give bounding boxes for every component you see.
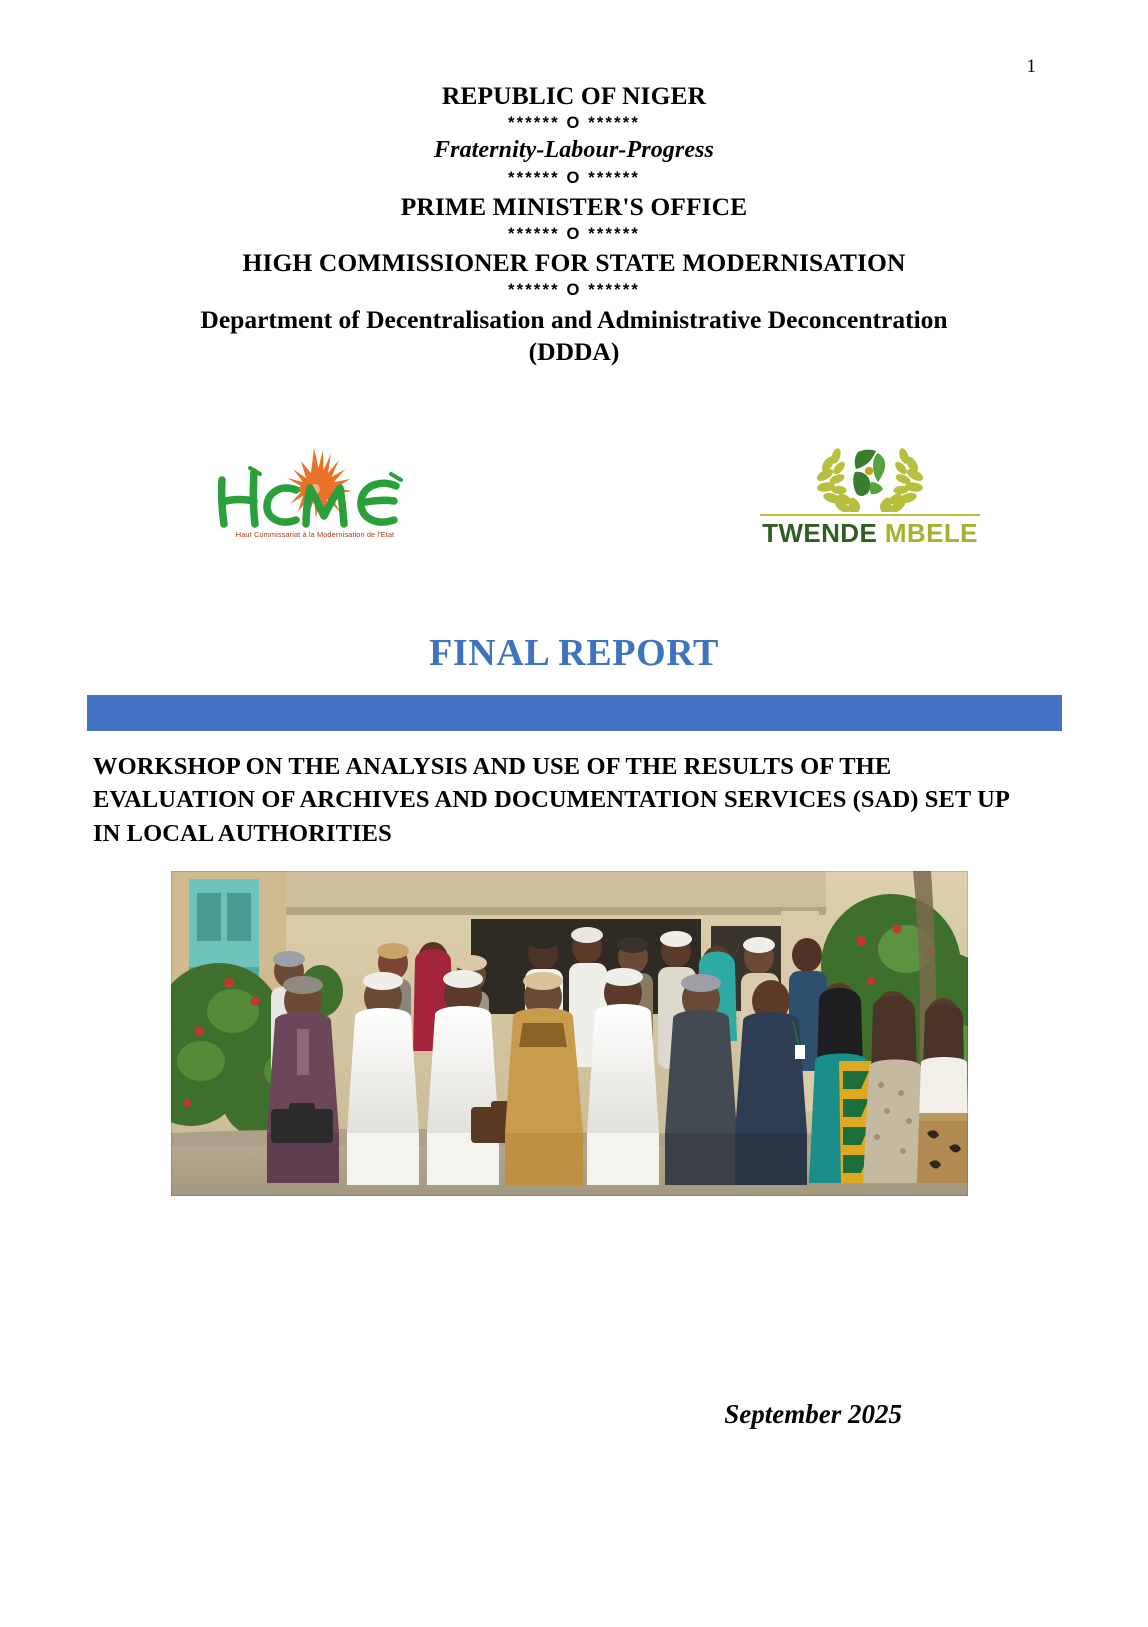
masthead-line-pm-office: PRIME MINISTER'S OFFICE xyxy=(400,191,748,221)
twende-mbele-logo xyxy=(760,438,980,550)
blue-accent-bar xyxy=(87,695,1062,731)
masthead-line-high-commissioner: HIGH COMMISSIONER FOR STATE MODERNISATION xyxy=(242,248,906,278)
twende-wreath-icon xyxy=(811,438,929,512)
report-title: WORKSHOP ON THE ANALYSIS AND USE OF THE RESULTS OF THE EVALUATION OF ARCHIVES AND DOCUMENTATION SERVICES (SAD) SET UP IN LOCAL AUTHORITIES xyxy=(93,753,1009,847)
hcme-logo-icon xyxy=(210,444,420,532)
group-photo-image xyxy=(171,871,968,1196)
masthead-separator-3: ****** O ****** xyxy=(507,225,641,244)
page-number: 1 xyxy=(1026,56,1036,77)
document-date: September 2025 xyxy=(724,1399,902,1429)
hcme-logo xyxy=(210,444,420,554)
twende-divider xyxy=(760,514,980,516)
masthead-separator-2: ****** O ****** xyxy=(507,168,641,187)
masthead-line-republic: REPUBLIC OF NIGER xyxy=(441,81,707,110)
africa-continent-shape xyxy=(853,450,885,496)
logo-row xyxy=(90,438,1058,558)
group-photo xyxy=(171,871,968,1196)
twende-word-first: TWENDE xyxy=(762,518,878,548)
hcme-logo-tagline: Haut Commissariat à la Modernisation de l'Etat xyxy=(235,530,395,539)
twende-wordmark xyxy=(760,518,980,549)
masthead-line-motto: Fraternity-Labour-Progress xyxy=(434,137,714,164)
report-kicker: FINAL REPORT xyxy=(429,632,719,674)
masthead xyxy=(90,80,1058,368)
masthead-separator-4: ****** O ****** xyxy=(507,281,641,300)
masthead-separator-1: ****** O ****** xyxy=(507,114,641,133)
twende-word-second: MBELE xyxy=(884,518,978,548)
masthead-department: Department of Decentralisation and Administrative Deconcentration (DDDA) xyxy=(200,304,948,366)
